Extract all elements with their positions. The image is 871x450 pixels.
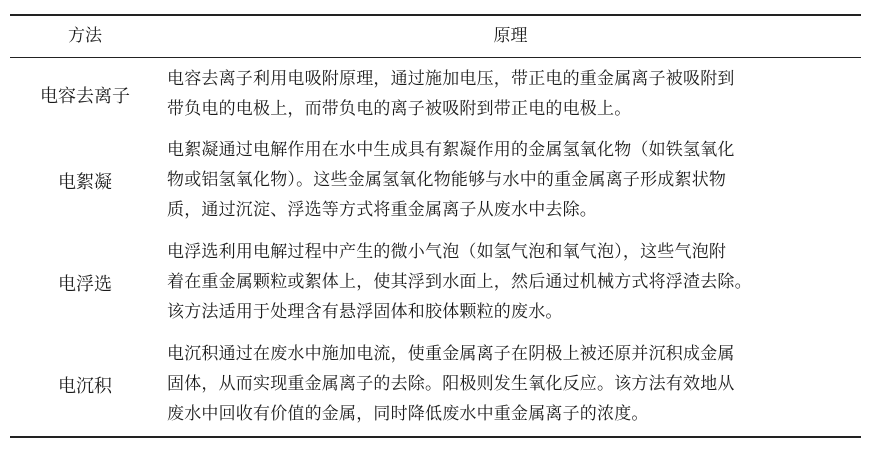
- principle-cell: [167, 339, 857, 429]
- principle-cell: [167, 237, 857, 327]
- principle-cell: [167, 64, 857, 124]
- header-method: 方法: [68, 26, 102, 46]
- principle-line: 电浮选利用电解过程中产生的微小气泡（如氢气泡和氧气泡），这些气泡附: [167, 242, 727, 262]
- principle-line: 电絮凝通过电解作用在水中生成具有絮凝作用的金属氢氧化物（如铁氢氧化: [167, 140, 735, 160]
- principle-line: 物或铝氢氧化物）。这些金属氢氧化物能够与水中的重金属离子形成絮状物: [167, 170, 727, 190]
- principle-cell: [167, 135, 857, 225]
- method-cell: 电容去离子: [40, 86, 130, 107]
- principle-line: 带负电的电极上，而带负电的离子被吸附到带正电的电极上。: [167, 99, 632, 119]
- table-row: [10, 237, 861, 329]
- principle-line: 废水中回收有价值的金属，同时降低废水中重金属离子的浓度。: [167, 404, 649, 424]
- table-bottom-rule: [10, 436, 861, 438]
- principle-line: 电容去离子利用电吸附原理，通过施加电压，带正电的重金属离子被吸附到: [167, 69, 735, 89]
- table-row: [10, 64, 861, 126]
- table-row: [10, 135, 861, 227]
- principle-line: 电沉积通过在废水中施加电流，使重金属离子在阴极上被还原并沉积成金属: [167, 344, 735, 364]
- method-cell: 电浮选: [58, 274, 112, 295]
- principle-line: 固体，从而实现重金属离子的去除。阳极则发生氧化反应。该方法有效地从: [167, 374, 735, 394]
- header-principle: 原理: [493, 26, 528, 46]
- table-row: [10, 339, 861, 431]
- principle-line: 质，通过沉淀、浮选等方式将重金属离子从废水中去除。: [167, 200, 597, 220]
- principle-line: 着在重金属颗粒或絮体上，使其浮到水面上，然后通过机械方式将浮渣去除。: [167, 272, 752, 292]
- method-cell: 电絮凝: [58, 172, 112, 193]
- principle-line: 该方法适用于处理含有悬浮固体和胶体颗粒的废水。: [167, 302, 563, 322]
- table-header-rule: [10, 57, 861, 58]
- method-cell: 电沉积: [58, 376, 112, 397]
